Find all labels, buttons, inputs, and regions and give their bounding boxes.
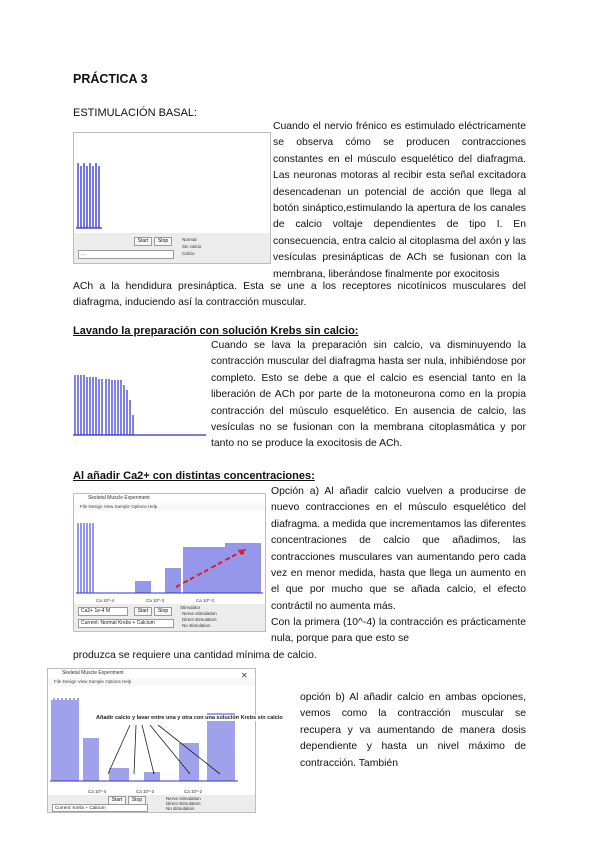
calcium-a-option-1[interactable]: Nerve stimulation	[182, 611, 217, 616]
section1-label: ESTIMULACIÓN BASAL:	[73, 107, 198, 119]
calcium-a-group-title: Stimulator	[180, 605, 201, 610]
annotation-arrow-1	[108, 725, 130, 774]
calcium-a-solution-field[interactable]: Ca2+ 1e-4 M	[78, 607, 128, 616]
annotation-arrow-3	[142, 725, 154, 774]
section2-paragraph: Cuando se lava la preparación sin calcio, va disminuyendo la contracción muscular del diafragma hasta ser nula, inhibiéndose por completo. Esto se debe a que el calcio es esencial tanto en la liberación de ACh por parte de la motoneurona como en la propia contracción del músculo esquelético. En ausencia de calcio, las vesículas no se fusionan con la membrana citoplasmática y por tanto no se produce la exocitosis de ACh.	[211, 340, 526, 450]
calcium-a-stop-button[interactable]: Stop	[154, 607, 172, 616]
calcium-a-screenshot	[73, 493, 266, 632]
calcium-a-option-2[interactable]: Direct stimulation	[182, 617, 217, 622]
calcium-b-stop-button[interactable]: Stop	[128, 796, 146, 805]
basal-option-1[interactable]: Normal	[182, 237, 197, 242]
calcium-b-start-button[interactable]: Start	[108, 796, 126, 805]
calcium-b-close-icon[interactable]: ✕	[241, 671, 248, 680]
basal-start-button[interactable]: Start	[134, 237, 152, 246]
calcium-b-window-title: Skeletal Muscle Experiment	[48, 669, 255, 679]
section1-paragraph-full: ACh a la hendidura presináptica. Esta se une a los receptores nicotínicos musculares del diafragma, induciendo así la contracción muscular.	[73, 281, 526, 309]
calcium-b-screenshot	[47, 668, 283, 813]
basal-trace-plot	[74, 133, 270, 233]
washout-trace	[73, 345, 206, 438]
basal-trace	[74, 133, 270, 233]
annotation-arrow-2	[134, 725, 136, 774]
calcium-a-tick-3: Ca 10^-2	[196, 598, 215, 603]
section3-option-b-paragraph: opción b) Al añadir calcio en ambas opciones, vemos como la contracción muscular se recupera y va aumentando de manera dosis dependiente y hasta un nivel máximo de contracción. También	[300, 692, 526, 769]
annotation-arrow-5	[158, 725, 220, 774]
section3-option-a-paragraph-3: produzca se requiere una cantidad mínima de calcio.	[73, 650, 317, 661]
calcium-b-tick-3: Ca 10^-2	[184, 789, 203, 794]
page-title: PRÁCTICA 3	[73, 72, 148, 86]
calcium-a-tick-2: Ca 10^-3	[146, 598, 165, 603]
basal-stimulation-screenshot	[73, 132, 271, 264]
calcium-a-control-panel	[74, 604, 265, 631]
calcium-a-trace	[76, 513, 263, 597]
calcium-a-menu[interactable]: File Design View Sample Options Help	[74, 503, 265, 511]
calcium-b-option-1[interactable]: Nerve stimulation	[166, 796, 201, 801]
calcium-a-tick-1: Ca 10^-4	[96, 598, 115, 603]
calcium-b-option-3[interactable]: No stimulation	[166, 806, 195, 811]
basal-option-3[interactable]: Calcio	[182, 251, 195, 256]
calcium-b-annotation: Añadir calcio y lavar entre una y otra con una solución Krebs sin calcio	[96, 715, 283, 721]
calcium-a-trace-plot	[76, 513, 263, 597]
calcium-b-trace-plot	[50, 688, 238, 788]
calcium-a-start-button[interactable]: Start	[134, 607, 152, 616]
calcium-b-tick-2: Ca 10^-3	[136, 789, 155, 794]
section1-paragraph-right: Cuando el nervio frénico es estimulado eléctricamente se observa cómo se producen contracciones constantes en el músculo esquelético del diafragma. Las neuronas motoras al recibir esta señal excitadora desencadenan un potencial de acción que llega al botón sináptico,estimulando la apertura de los canales de calcio voltaje dependientes de tipo I. En consecuencia, entra calcio al citoplasma del axón y las vesículas presinápticas de ACh se fusionan con la membrana, liberándose finalmente por exocitosis	[273, 121, 526, 280]
washout-trace-plot	[73, 345, 206, 438]
calcium-b-option-2[interactable]: Direct stimulation	[166, 801, 201, 806]
calcium-b-trace	[50, 688, 238, 788]
calcium-a-window-title: Skeletal Muscle Experiment	[74, 494, 265, 504]
calcium-b-menu[interactable]: File Design View Sample Options Help	[48, 678, 255, 686]
section3-option-a-paragraph: Opción a) Al añadir calcio vuelven a producirse de nuevo contracciones en el músculo esquelético del diafragma. a medida que incrementamos las diferentes concentraciones de calcio que añadimos, las contracciones musculares van aumentando pero cada vez en menor medida, hasta que llega un aumento en el que por mucho que se añada calcio, el efecto contráctil no aumenta más.	[271, 486, 526, 612]
basal-control-panel	[74, 233, 270, 263]
section3-option-a-paragraph-2: Con la primera (10^-4) la contracción es prácticamente nula, porque para que esto se	[271, 617, 526, 645]
section2-heading: Lavando la preparación con solución Krebs sin calcio:	[73, 325, 359, 337]
calcium-b-tick-1: Ca 10^-4	[88, 789, 107, 794]
calcium-a-option-3[interactable]: No stimulation	[182, 623, 211, 628]
calcium-b-control-panel	[48, 795, 255, 812]
basal-option-2[interactable]: Sin calcio	[182, 244, 202, 249]
calcium-b-status-field: Current: Krebs + Calcium	[52, 804, 148, 812]
calcium-a-status-field: Current: Normal Krebs + Calcium	[78, 619, 174, 628]
basal-stop-button[interactable]: Stop	[154, 237, 172, 246]
section3-heading: Al añadir Ca2+ con distintas concentraciones:	[73, 470, 315, 482]
basal-status-field: ...	[78, 250, 174, 259]
